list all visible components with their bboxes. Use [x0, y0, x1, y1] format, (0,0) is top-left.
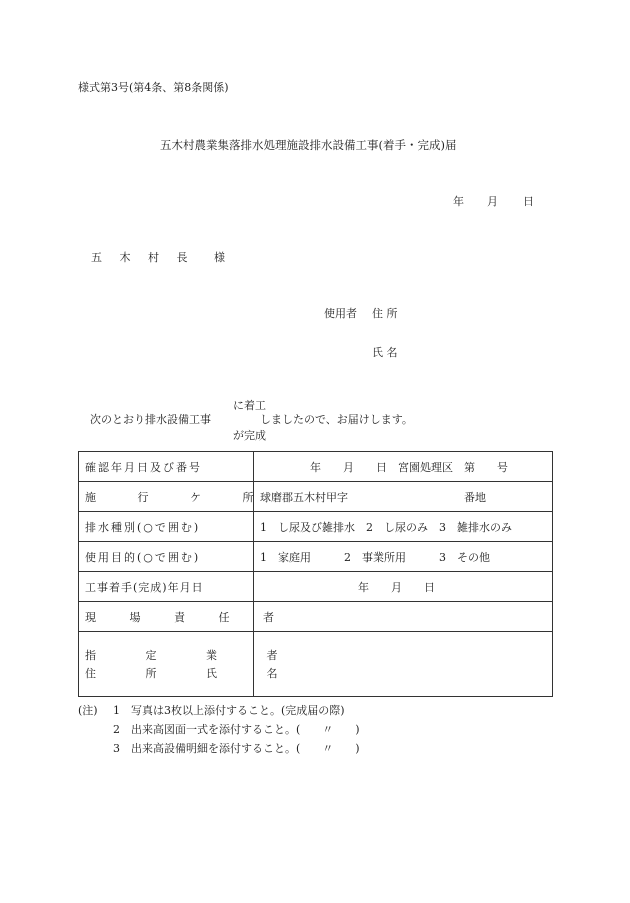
drainage-type-value[interactable]: 1 し尿及び雑排水 2 し尿のみ 3 雑排水のみ — [254, 512, 553, 542]
construction-date-value[interactable]: 年 月 日 — [254, 572, 553, 602]
confirmation-value[interactable]: 年 月 日 宮園処理区 第 号 — [254, 452, 553, 482]
applicant-role: 使用者 — [324, 307, 357, 320]
date-year: 年 — [453, 195, 464, 208]
statement-option-complete: が完成 — [233, 429, 266, 442]
table-row — [79, 512, 553, 542]
notes-marker: (注) — [78, 704, 98, 717]
construction-date-label: 工事着手(完成)年月日 — [79, 572, 254, 602]
applicant-address-label: 住 所 — [372, 307, 398, 320]
confirmation-label: 確認年月日及び番号 — [79, 452, 254, 482]
purpose-value[interactable]: 1 家庭用 2 事業所用 3 その他 — [254, 542, 553, 572]
table-row — [79, 452, 553, 482]
addressee-name: 五 木 村 長 — [91, 251, 195, 264]
site-location-address: 球磨郡五木村甲字 — [260, 490, 348, 504]
contractor-label — [79, 632, 301, 697]
statement-option-start: に着工 — [233, 399, 266, 412]
note-item: 2 出来高図面一式を添付すること。( 〃 ) — [113, 723, 360, 736]
contractor-label-line2: 住 所 氏 名 — [85, 667, 301, 680]
contractor-label-line1: 指 定 業 者 — [85, 649, 301, 662]
addressee-honorific: 様 — [214, 251, 225, 264]
table-row — [79, 482, 553, 512]
date-month: 月 — [487, 195, 498, 208]
date-day: 日 — [523, 195, 534, 208]
statement-prefix: 次のとおり排水設備工事 — [90, 413, 211, 426]
drainage-type-label: 排水種別(○で囲む) — [79, 512, 254, 542]
table-row — [79, 542, 553, 572]
notification-table — [78, 451, 553, 697]
site-manager-value[interactable] — [254, 602, 553, 632]
contractor-value[interactable] — [254, 632, 553, 697]
form-number: 様式第3号(第4条、第8条関係) — [78, 81, 229, 94]
statement-suffix: しましたので、お届けします。 — [260, 413, 413, 426]
note-item: 1 写真は3枚以上添付すること。(完成届の際) — [113, 704, 345, 717]
site-location-banchi: 番地 — [464, 490, 486, 504]
site-manager-label: 現 場 責 任 者 — [79, 602, 254, 632]
purpose-label: 使用目的(○で囲む) — [79, 542, 254, 572]
table-row — [79, 602, 553, 632]
document-title: 五木村農業集落排水処理施設排水設備工事(着手・完成)届 — [160, 138, 457, 152]
site-location-value[interactable] — [254, 482, 553, 512]
table-row — [79, 572, 553, 602]
table-row — [79, 632, 553, 697]
site-location-label: 施 行 ケ 所 — [79, 482, 254, 512]
note-item: 3 出来高設備明細を添付すること。( 〃 ) — [113, 742, 360, 755]
applicant-name-label: 氏 名 — [372, 346, 398, 359]
